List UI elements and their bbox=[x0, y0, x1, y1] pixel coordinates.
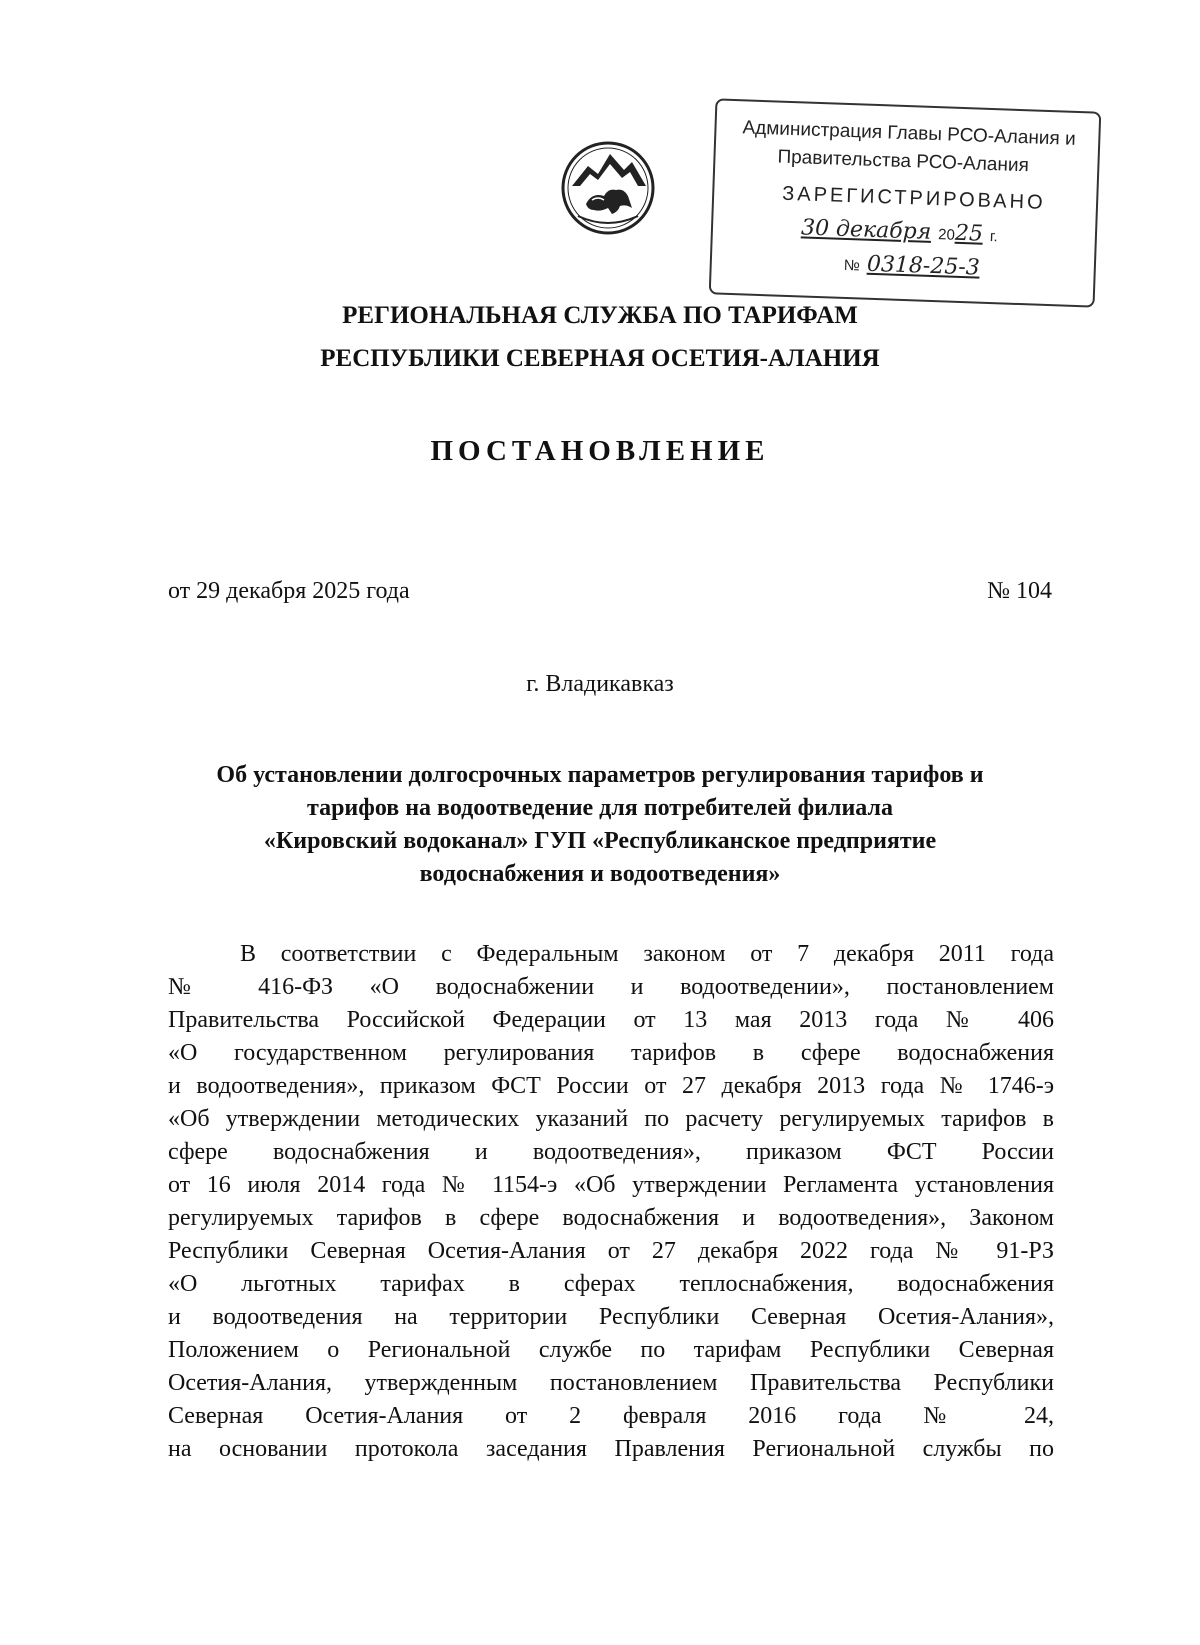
stamp-authority-line2: Правительства РСО-Алания bbox=[777, 146, 1030, 177]
stamp-registration-date bbox=[801, 215, 999, 247]
body-line: «Об утверждении методических указаний по расчету регулируемых тарифов в bbox=[168, 1106, 1054, 1132]
stamp-year-prefix: 20 bbox=[937, 226, 956, 244]
stamp-year-handwritten: 25 bbox=[954, 220, 984, 247]
agency-name-line1: РЕГИОНАЛЬНАЯ СЛУЖБА ПО ТАРИФАМ bbox=[342, 302, 858, 329]
stamp-year-suffix: г. bbox=[989, 227, 998, 246]
document-type-heading: ПОСТАНОВЛЕНИЕ bbox=[430, 435, 770, 467]
stamp-authority-line1: Администрация Главы РСО-Алания и bbox=[742, 117, 1077, 150]
body-line: В соответствии с Федеральным законом от 7 декабря 2011 года bbox=[240, 941, 1054, 967]
stamp-date-handwritten: 30 декабря bbox=[800, 215, 932, 245]
stamp-number-label: № bbox=[843, 256, 861, 275]
body-line: Положением о Региональной службе по тарифам Республики Северная bbox=[168, 1337, 1054, 1363]
body-line: от 16 июля 2014 года № 1154-э «Об утверждении Регламента установления bbox=[168, 1172, 1054, 1198]
title-line: «Кировский водоканал» ГУП «Республиканское предприятие bbox=[263, 828, 937, 854]
body-line: «О льготных тарифах в сферах теплоснабжения, водоснабжения bbox=[168, 1271, 1054, 1297]
document-body-paragraph bbox=[168, 938, 1054, 1466]
stamp-registered-label: ЗАРЕГИСТРИРОВАНО bbox=[781, 182, 1046, 214]
document-number: № 104 bbox=[987, 578, 1052, 604]
coat-of-arms-emblem bbox=[558, 138, 658, 238]
body-line: Осетия-Алания, утвержденным постановлением Правительства Республики bbox=[168, 1370, 1054, 1396]
body-line: № 416-ФЗ «О водоснабжении и водоотведении», постановлением bbox=[168, 974, 1054, 1000]
document-title bbox=[150, 759, 1050, 891]
stamp-number-handwritten: 0318-25-3 bbox=[866, 251, 981, 281]
title-line: Об установлении долгосрочных параметров регулирования тарифов и bbox=[216, 762, 984, 788]
body-line: Республики Северная Осетия-Алания от 27 декабря 2022 года № 91-РЗ bbox=[168, 1238, 1054, 1264]
body-line: на основании протокола заседания Правления Региональной службы по bbox=[168, 1436, 1054, 1462]
body-line: регулируемых тарифов в сфере водоснабжения и водоотведения», Законом bbox=[168, 1205, 1054, 1231]
agency-name-line2: РЕСПУБЛИКИ СЕВЕРНАЯ ОСЕТИЯ-АЛАНИЯ bbox=[320, 345, 880, 372]
body-line: Северная Осетия-Алания от 2 февраля 2016 года № 24, bbox=[168, 1403, 1054, 1429]
stamp-registration-number bbox=[843, 251, 980, 281]
document-date: от 29 декабря 2025 года bbox=[168, 578, 410, 604]
title-line: тарифов на водоотведение для потребителей филиала bbox=[307, 795, 893, 821]
title-line: водоснабжения и водоотведения» bbox=[419, 861, 781, 887]
body-line: и водоотведения», приказом ФСТ России от 27 декабря 2013 года № 1746-э bbox=[168, 1073, 1054, 1099]
body-line: сфере водоснабжения и водоотведения», приказом ФСТ России bbox=[168, 1139, 1054, 1165]
document-city: г. Владикавказ bbox=[526, 671, 674, 697]
body-line: «О государственном регулирования тарифов в сфере водоснабжения bbox=[168, 1040, 1054, 1066]
body-line: и водоотведения на территории Республики Северная Осетия-Алания», bbox=[168, 1304, 1054, 1330]
body-line: Правительства Российской Федерации от 13 мая 2013 года № 406 bbox=[168, 1007, 1054, 1033]
registration-stamp bbox=[709, 98, 1102, 307]
